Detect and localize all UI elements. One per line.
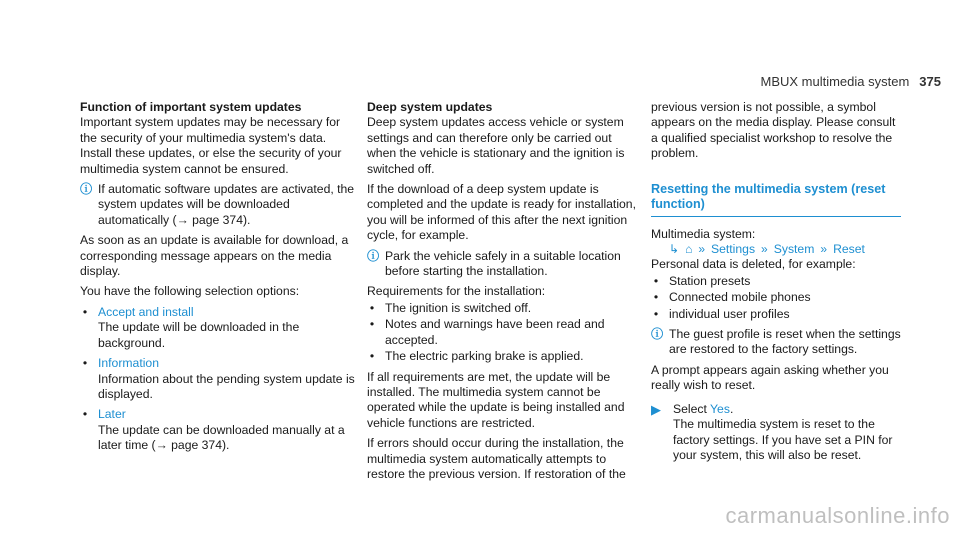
action-line: Select Yes. bbox=[673, 401, 734, 416]
paragraph: Important system updates may be necessary for the security of your multimedia system's data. Install these updates, or else the security of your multimedia system cannot be ensured. bbox=[80, 115, 342, 176]
paragraph: previous version is not possible, a symbol appears on the media display. Please consult a qualified specialist workshop to resolve the problem. bbox=[651, 100, 896, 161]
list-item bbox=[80, 305, 355, 320]
note-text: The guest profile is reset when the settings are restored to the factory settings. bbox=[669, 327, 901, 357]
bullet-icon: • bbox=[653, 306, 659, 321]
home-icon[interactable]: ⌂ bbox=[685, 242, 693, 257]
menu-path bbox=[651, 242, 901, 257]
info-note bbox=[651, 327, 901, 358]
paragraph: You have the following selection options: bbox=[80, 284, 300, 299]
section-heading: Function of important system updates bbox=[80, 100, 302, 114]
list-item bbox=[80, 407, 355, 422]
paragraph: Requirements for the installation: bbox=[367, 284, 546, 299]
column-1 bbox=[80, 100, 355, 454]
option-description: The update will be downloaded in the background. bbox=[98, 320, 300, 350]
item-text: Connected mobile phones bbox=[669, 290, 811, 305]
info-note bbox=[80, 182, 355, 228]
info-icon: ⓘ bbox=[651, 327, 664, 342]
header-title: MBUX multimedia system bbox=[760, 74, 910, 89]
bullet-icon: • bbox=[653, 290, 659, 305]
option-information[interactable]: Information bbox=[98, 356, 159, 371]
list-item bbox=[651, 274, 901, 289]
option-description: Information about the pending system update is displayed. bbox=[98, 371, 355, 401]
note-text: Park the vehicle safely in a suitable location before starting the installation. bbox=[385, 248, 621, 279]
paragraph: Personal data is deleted, for example: bbox=[651, 257, 856, 272]
bullet-icon: • bbox=[82, 304, 88, 319]
action-result: The multimedia system is reset to the factory settings. If you have set a PIN for your system, this will also be reset. bbox=[673, 417, 893, 462]
item-text: Station presets bbox=[669, 273, 751, 288]
list-item bbox=[80, 356, 355, 371]
bullet-icon: • bbox=[369, 349, 375, 364]
info-icon: ⓘ bbox=[80, 182, 93, 197]
yes-option[interactable]: Yes bbox=[710, 401, 730, 416]
list-item bbox=[367, 317, 637, 348]
info-note bbox=[367, 249, 637, 280]
chevron-right-icon: » bbox=[698, 242, 705, 257]
list-item bbox=[651, 307, 901, 322]
page-number: 375 bbox=[919, 74, 941, 89]
page-header bbox=[760, 74, 941, 89]
action-arrow-icon: ▶ bbox=[651, 401, 661, 417]
bullet-icon: • bbox=[82, 356, 88, 371]
action-prefix: Select bbox=[673, 401, 711, 416]
watermark: carmanualsonline.info bbox=[725, 503, 950, 528]
paragraph: A prompt appears again asking whether you really wish to reset. bbox=[651, 362, 889, 393]
item-text: individual user profiles bbox=[669, 306, 790, 321]
return-arrow-icon: ↳ bbox=[669, 242, 680, 257]
section-heading: Deep system updates bbox=[367, 100, 493, 114]
note-text: If automatic software updates are activated, the system updates will be downloaded automatically (→ page 374). bbox=[98, 182, 355, 227]
paragraph: Multimedia system: bbox=[651, 226, 756, 241]
option-accept-install[interactable]: Accept and install bbox=[98, 304, 194, 319]
paragraph: Deep system updates access vehicle or system settings and can therefore only be carried out when the vehicle is stationary and the ignition is switched off. bbox=[367, 115, 625, 176]
chevron-right-icon: » bbox=[820, 242, 828, 257]
paragraph: If the download of a deep system update is completed and the update is ready for installation, you will be informed of this after the next ignition cycle, for example. bbox=[367, 182, 636, 243]
path-system[interactable]: System bbox=[773, 242, 815, 257]
action-step bbox=[651, 402, 901, 464]
requirement-text: Notes and warnings have been read and accepted. bbox=[385, 317, 605, 347]
section-title: Resetting the multimedia system (reset function) bbox=[651, 182, 901, 217]
bullet-icon: • bbox=[653, 273, 659, 288]
bullet-icon: • bbox=[82, 407, 88, 422]
path-settings[interactable]: Settings bbox=[711, 242, 756, 257]
path-reset[interactable]: Reset bbox=[833, 242, 865, 257]
column-3 bbox=[651, 100, 901, 463]
bullet-icon: • bbox=[369, 317, 375, 332]
option-later[interactable]: Later bbox=[98, 407, 126, 422]
info-icon: ⓘ bbox=[367, 248, 380, 263]
option-description: The update can be downloaded manually at a later time (→ page 374). bbox=[98, 422, 345, 453]
paragraph: If all requirements are met, the update will be installed. The multimedia system cannot be operated while the update is being installed and vehicle functions are restricted. bbox=[367, 369, 625, 430]
requirement-text: The ignition is switched off. bbox=[385, 300, 532, 315]
requirement-text: The electric parking brake is applied. bbox=[385, 349, 584, 364]
paragraph: As soon as an update is available for download, a corresponding message appears on the media display. bbox=[80, 233, 349, 279]
list-item bbox=[367, 349, 637, 364]
list-item bbox=[367, 301, 637, 316]
bullet-icon: • bbox=[369, 300, 375, 315]
column-2 bbox=[367, 100, 637, 482]
paragraph: If errors should occur during the installation, the multimedia system automatically attempts to restore the previous version. If restoration of the bbox=[367, 436, 626, 481]
chevron-right-icon: » bbox=[761, 242, 768, 257]
list-item bbox=[651, 290, 901, 305]
